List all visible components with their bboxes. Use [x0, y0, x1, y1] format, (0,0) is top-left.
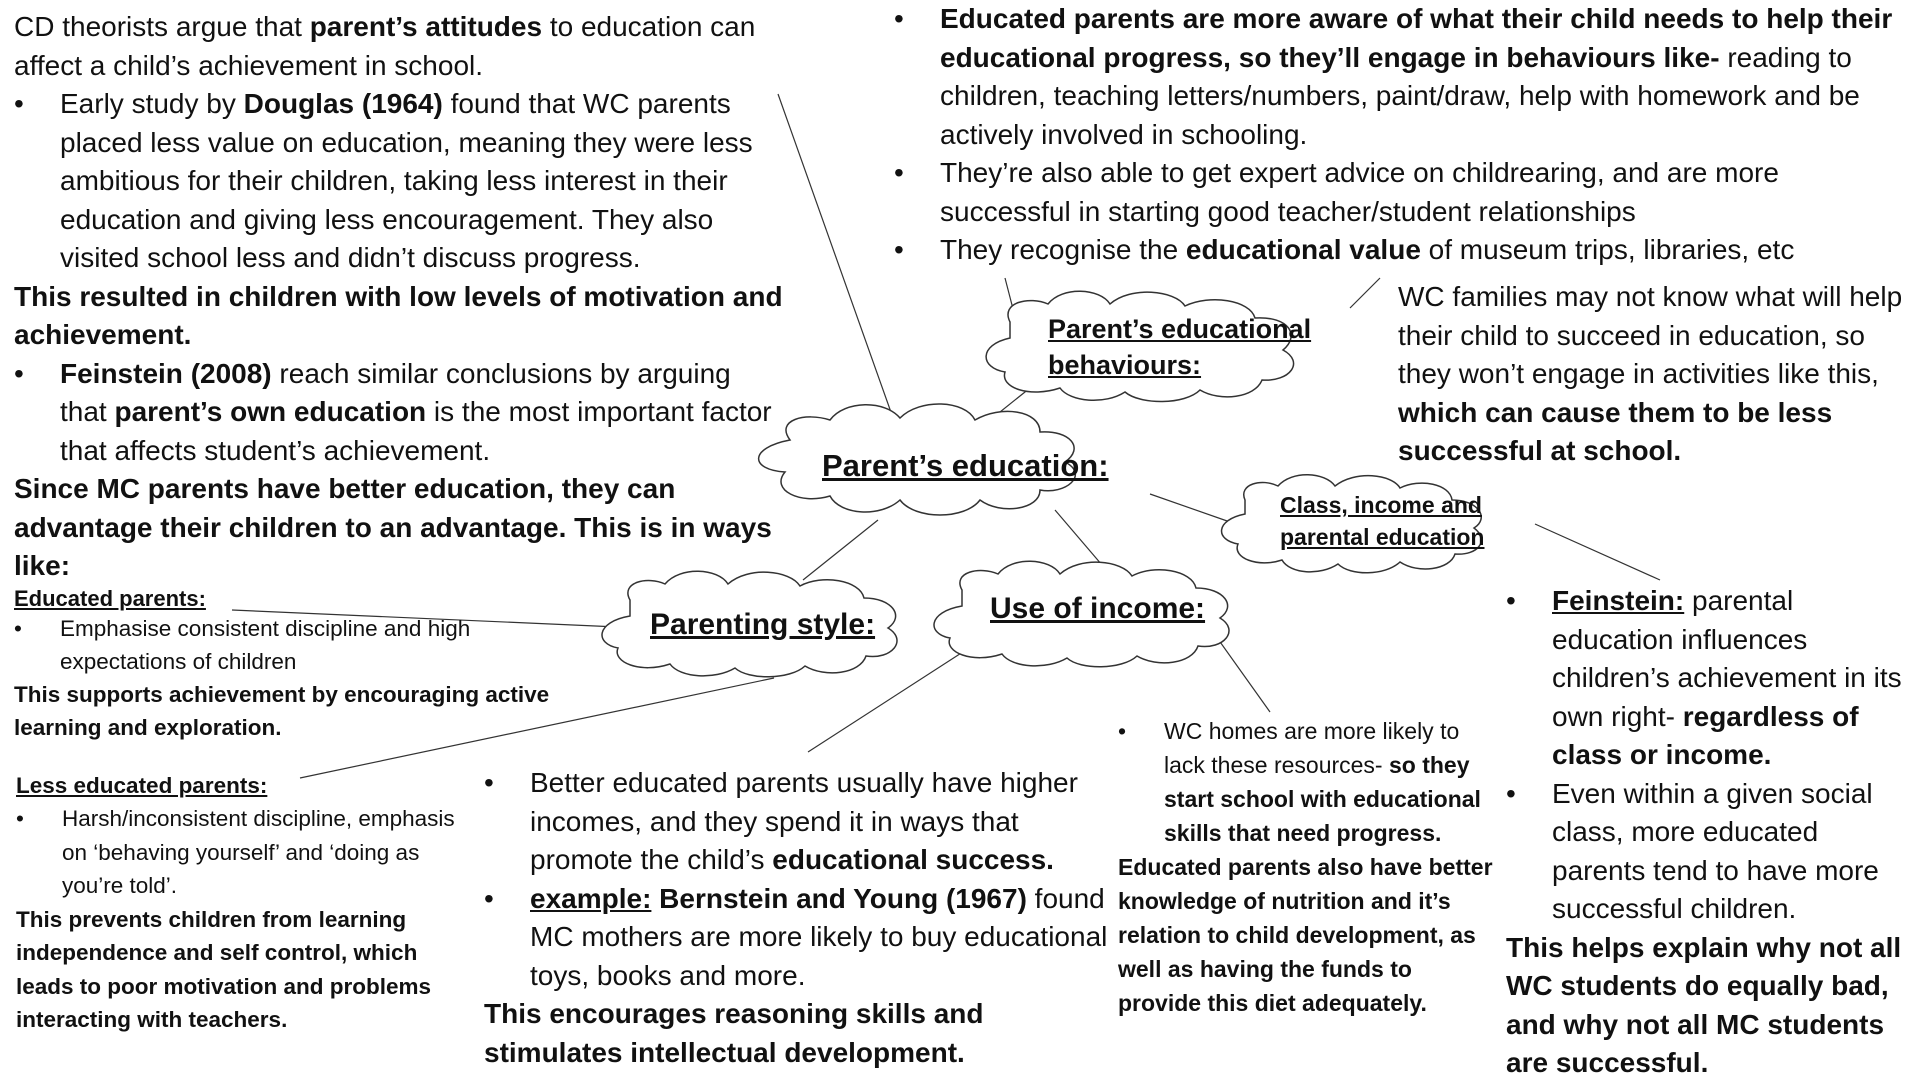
cloud-behaviours-label-line2: behaviours: — [1048, 350, 1202, 380]
connector-intro-to-center — [778, 94, 898, 432]
feinstein-conclusion: This helps explain why not all WC students do equally bad, and why not all MC students are successful. — [1506, 931, 1902, 1078]
less-educated-bullet: • Harsh/inconsistent discipline, emphasis on ‘behaving yourself’ and ‘doing as you’re told’. — [16, 802, 466, 903]
better-educated-bullet: • Better educated parents usually have higher incomes, and they spend it in ways that promote the child’s educational success. — [484, 764, 1116, 880]
douglas-result: This resulted in children with low levels of motivation and achievement. — [14, 280, 783, 350]
wc-families-text: WC families may not know what will help their child to succeed in education, so they won’t engage in activities like this, which can cause them to be less successful at school. — [1398, 281, 1903, 466]
feinstein-right-bullet: • Feinstein: parental education influences children’s achievement in its own right- regardless of class or income. — [1506, 582, 1916, 775]
connector-center-to-parenting — [803, 520, 878, 580]
left-intro-block — [14, 8, 784, 586]
cloud-behaviours — [986, 291, 1293, 401]
feinstein-bullet: • Feinstein (2008) reach similar conclusions by arguing that parent’s own education is the most important factor that affects student’s achievement. — [14, 355, 784, 471]
cloud-class-label-line1: Class, income and — [1280, 492, 1482, 518]
cloud-income-label: Use of income: — [990, 592, 1206, 625]
wc-families-block — [1398, 278, 1918, 471]
connector-center-to-class — [1150, 494, 1230, 522]
less-educated-conclusion: This prevents children from learning independence and self control, which leads to poor motivation and problems interacting with teachers. — [16, 906, 432, 1032]
feinstein-right-block — [1506, 582, 1916, 1083]
educated-parents-conclusion: This supports achievement by encouraging active learning and exploration. — [14, 682, 550, 740]
wc-homes-bullet: • WC homes are more likely to lack these resources- so they start school with educational skills that need progress. — [1118, 714, 1498, 850]
social-class-bullet: • Even within a given social class, more educated parents tend to have more successful children. — [1506, 775, 1916, 929]
less-educated-parents-block — [16, 770, 466, 1037]
cloud-center-label: Parent’s education: — [822, 448, 1109, 483]
income-text-block — [484, 764, 1116, 1072]
cloud-parenting-label: Parenting style: — [650, 608, 876, 641]
connector-behaviours-to-wcfamilies — [1350, 278, 1380, 308]
educated-parents-heading: Educated parents: — [14, 586, 206, 611]
top-right-block — [894, 0, 1904, 270]
less-educated-heading: Less educated parents: — [16, 773, 268, 798]
educational-value-bullet: • They recognise the educational value of museum trips, libraries, etc — [894, 231, 1904, 270]
aware-parents-bullet: • Educated parents are more aware of what their child needs to help their educational progress, so they’ll engage in behaviours like- reading to children, teaching letters/numbers, paint/draw, help with homework and be actively involved in schooling. — [894, 0, 1904, 154]
connector-center-to-income — [1055, 510, 1102, 565]
wc-homes-block — [1118, 714, 1498, 1020]
income-conclusion: This encourages reasoning skills and stimulates intellectual development. — [484, 998, 984, 1068]
expert-advice-bullet: • They’re also able to get expert advice on childrearing, and are more successful in starting good teacher/student relationships — [894, 154, 1904, 231]
bernstein-young-bullet: • example: Bernstein and Young (1967) found MC mothers are more likely to buy educational toys, books and more. — [484, 880, 1116, 996]
intro-paragraph: CD theorists argue that parent’s attitudes to education can affect a child’s achievement in school. — [14, 11, 756, 81]
nutrition-conclusion: Educated parents also have better knowledge of nutrition and it’s relation to child development, as well as having the funds to provide this diet adequately. — [1118, 854, 1493, 1016]
educated-parents-bullet: • Emphasise consistent discipline and high expectations of children — [14, 612, 584, 678]
cloud-behaviours-label-line1: Parent’s educational — [1048, 314, 1312, 344]
connector-class-to-feinstein — [1535, 524, 1660, 580]
since-mc-paragraph: Since MC parents have better education, they can advantage their children to an advantage. This is in ways like: — [14, 473, 772, 581]
cloud-class-label-line2: parental education — [1280, 524, 1485, 550]
educated-parents-block — [14, 586, 584, 744]
douglas-bullet: • Early study by Douglas (1964) found that WC parents placed less value on education, meaning they were less ambitious for their children, taking less interest in their education and giving less encouragement. They also visited school less and didn’t discuss progress. — [14, 85, 784, 278]
